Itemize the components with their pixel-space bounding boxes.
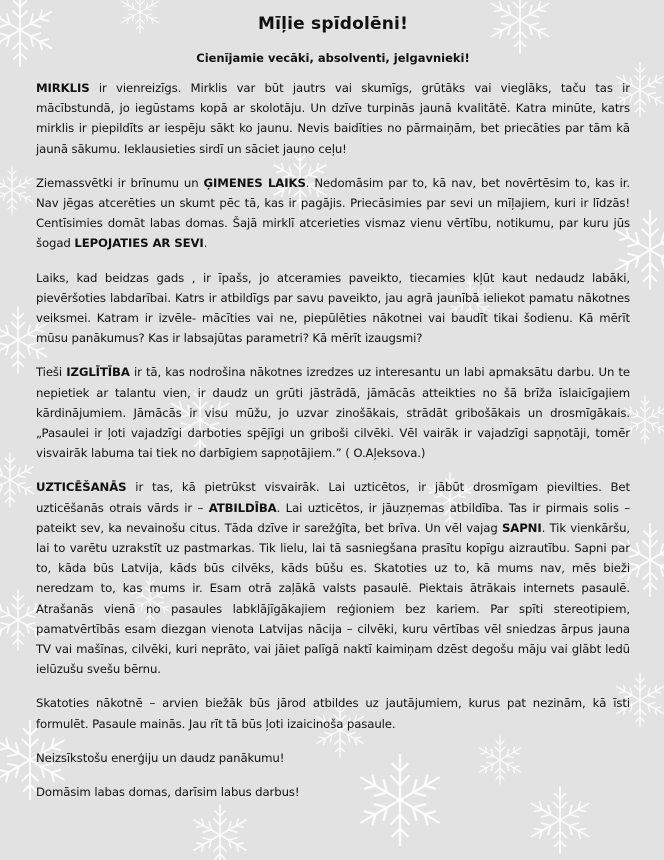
paragraph-text: ir tā, kas nodrošina nākotnes izredzes uz interesantu un labi apmaksātu darbu. Un te nepietiek ar talantu vien, ir daudz un grūti jāstrādā, jāmācās atteikties no šā brīža īslaicīgajiem kārdinājumiem. Jāmācās ir visu mūžu, jo uzvar zinošākais, strādāt gribošākais un drosmīgākais. „Pasaulei ir ļoti vajadzīgi darboties spējīgi un griboši cilvēki. Vēl vairāk ir vajadzīgi sapņotāji, tomēr visvairāk labuma tai tiek no darbīgiem sapņotājiem.” ( O.Aļeksova.) bbox=[36, 365, 630, 461]
paragraph-text: Skatoties nākotnē – arvien biežāk būs jārod atbildes uz jautājumiem, kurus pat nezinām, kā īsti formulēt. Pasaule mainās. Jau rīt tā būs ļoti izaicinoša pasaule. bbox=[36, 696, 630, 731]
paragraph-ziemassvetki bbox=[36, 173, 630, 254]
wish-good-deeds bbox=[36, 782, 630, 802]
paragraph-text: Neizsīkstošu enerģiju un daudz panākumu! bbox=[36, 750, 285, 765]
emphasis-keyword: IZGLĪTĪBA bbox=[66, 365, 130, 380]
paragraph-text: Tieši bbox=[36, 365, 67, 380]
paragraph-text: . bbox=[203, 236, 208, 251]
paragraph-text: ir vienreizīgs. Mirklis var būt jautrs vai skumīgs, grūtāks vai vieglāks, taču tas ir mācībstundā, jo iegūstams kopā ar skolotāju. Un dzīve turpinās jaunā kvalitātē. Katra minūte, katrs mirklis ir piepildīts ar iespēju sākt ko jaunu. Nevis baidīties no pārmaiņām, bet priecāties par tām kā jaunā sākumu. Ieklausieties sirdī un sāciet jauno ceļu! bbox=[36, 81, 630, 156]
paragraph-text: . Nedomāsim par to, kā nav, bet novērtēsim to, kas ir. Nav jēgas atcerēties un skumt pēc tā, kas ir pagājis. Priecāsimies par sevi un mīļajiem, kuri ir līdzās! Centīsimies domāt labas domas. Šajā mirklī atcerieties vismaz vienu vērtību, notikumu, par kuru jūs šogad bbox=[36, 175, 630, 251]
emphasis-keyword: MIRKLIS bbox=[36, 81, 90, 95]
paragraph-text: Laiks, kad beidzas gads , ir īpašs, jo atceramies paveikto, tiecamies kļūt kaut nedaudz labāki, pievēršoties labdarībai. Katrs ir atbildīgs par savu paveikto, jau agrā jaunībā ieliekot pamatu nākotnes veiksmei. Katram ir izvēle- mācīties vai ne, piepūlēties nākotnei vai baudīt tikai šodienu. Kā mērīt mūsu panākumus? Kas ir labsajūtas parametri? Kā mērīt izaugsmi? bbox=[36, 270, 630, 346]
emphasis-keyword: SAPNI bbox=[501, 520, 542, 535]
paragraph-text: . Tik vienkāršu, lai to varētu uzrakstīt uz pastmarkas. Tik lielu, lai tā sasniegšana prasītu kopīgu aizrautību. Sapni par to, kāda būs Latvija, kāds būs cilvēks, kāds būšu es. Skatoties uz to, kā mums nav, mēs bieži neredzam to, kas mums ir. Esam otrā zaļākā valsts pasaulē. Piektais ātrākais internets pasaulē. Atrašanās vienā no pasaules labklājīgākajiem reģioniem bez kariem. Par spīti stereotipiem, pamatvērtībās esam diezgan vienota Latvijas nācija – cilvēki, kuru vērtības vēl sniedzas ārpus jauna TV vai mašīnas, cilvēki, kuri neprāto, vai jāiet palīgā naktī kaimiņam dzēst degošu māju vai glābt ledū ielūzušu svešu bērnu. bbox=[36, 520, 630, 677]
emphasis-keyword: UZTICĒŠANĀS bbox=[36, 480, 127, 495]
emphasis-keyword: ATBILDĪBA bbox=[208, 500, 277, 515]
paragraph-text: Domāsim labas domas, darīsim labus darbus! bbox=[36, 785, 300, 800]
greeting-subtitle: Cienījamie vecāki, absolventi, jelgavnieki! bbox=[196, 51, 470, 65]
paragraph-mirklis bbox=[36, 78, 630, 159]
paragraph-text: Ziemassvētki ir brīnumu un bbox=[36, 175, 204, 190]
emphasis-keyword: ĢIMENES LAIKS bbox=[203, 175, 306, 190]
paragraph-text: . Lai uzticētos, ir jāuzņemas atbildība. Tas ir pirmais solis – pateikt sev, ka nevainošu citus. Tāda dzīve ir sarežģīta, bet brīva. Un vēl vajag bbox=[36, 500, 630, 535]
paragraph-text: ir tas, kā pietrūkst visvairāk. Lai uzticētos, ir jābūt drosmīgam pievilties. Bet uzticēšanās otrais vārds ir – bbox=[36, 480, 630, 515]
paragraph-nakotne bbox=[36, 693, 630, 733]
paragraph-uzticesanas bbox=[36, 477, 630, 679]
paragraph-izglitiba bbox=[36, 362, 630, 463]
emphasis-keyword: LEPOJATIES AR SEVI bbox=[74, 236, 204, 251]
letter bbox=[36, 14, 630, 816]
page-title: Mīļie spīdolēni! bbox=[257, 14, 409, 34]
paragraph-laiks bbox=[36, 268, 630, 349]
wish-energy bbox=[36, 748, 630, 768]
